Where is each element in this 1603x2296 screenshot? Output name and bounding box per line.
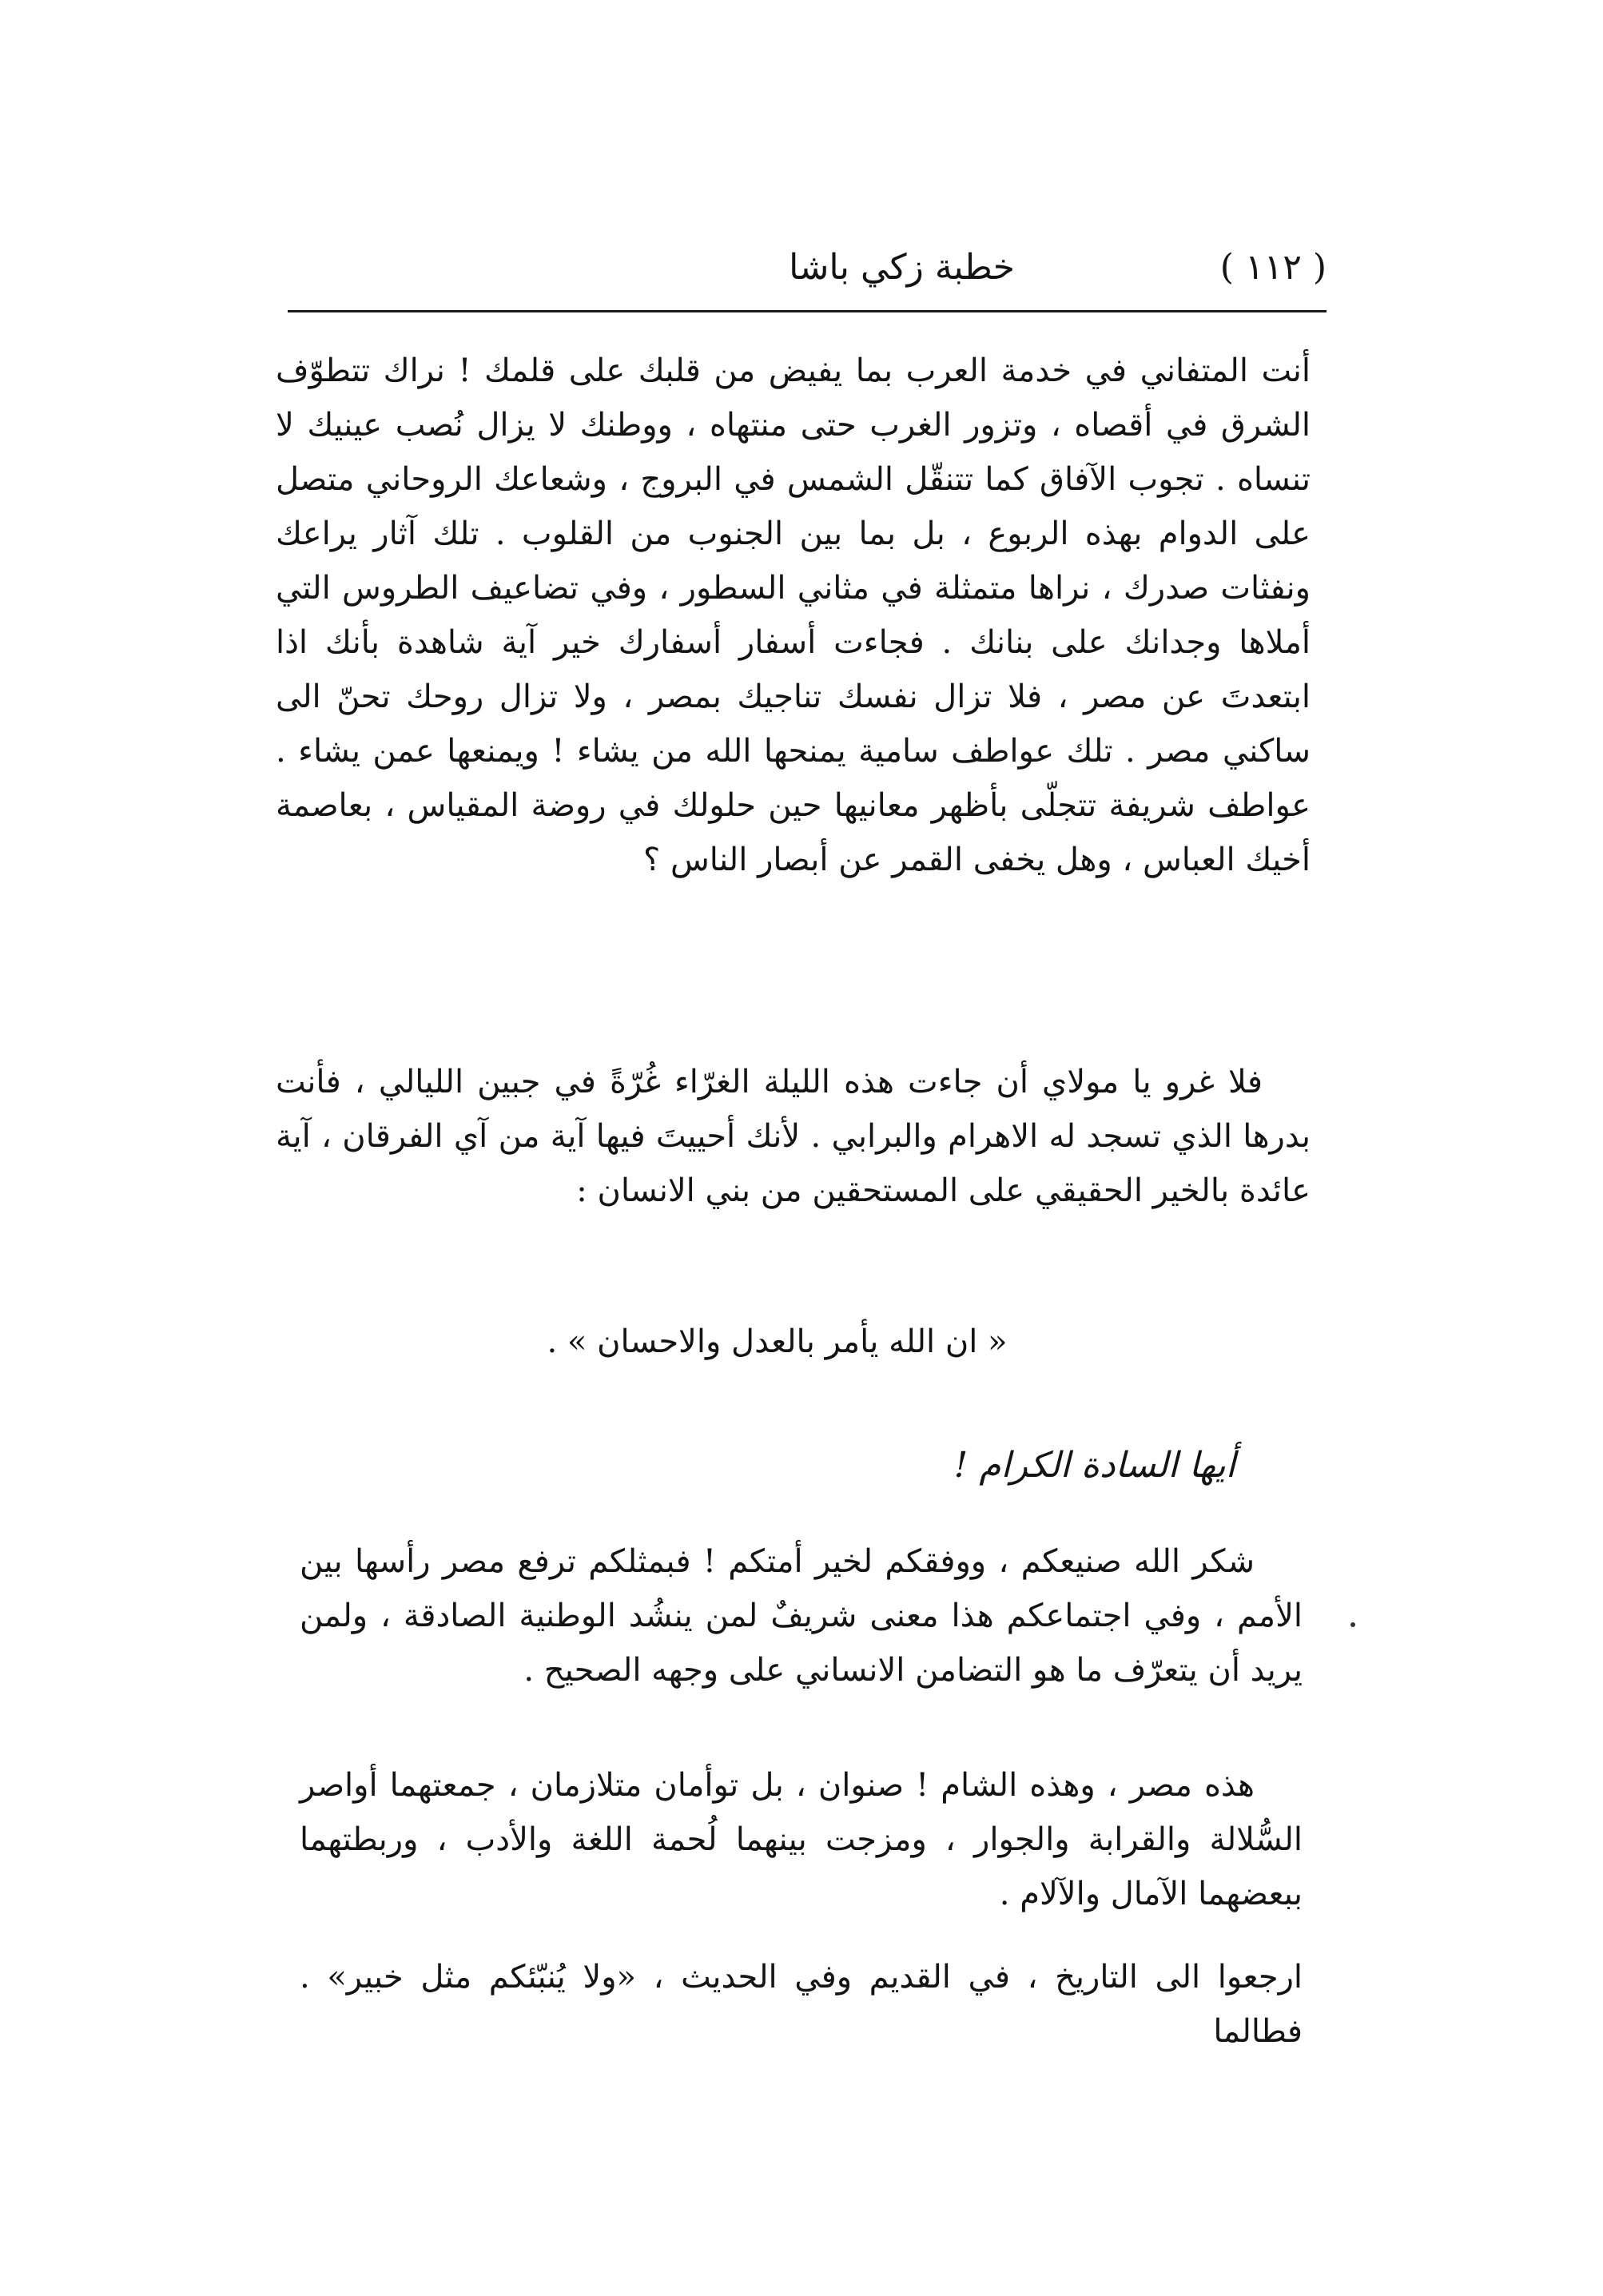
page-header	[288, 240, 1327, 296]
paragraph-1	[276, 344, 1311, 887]
paragraph-5	[300, 1950, 1303, 2059]
paragraph-3-text: شكر الله صنيعكم ، ووفقكم لخير أمتكم ! فبمثلكم ترفع مصر رأسها بين الأمم ، وفي اجتماعكم هذا معنى شريفٌ لمن ينشُد الوطنية الصادقة ، ولمن يريد أن يتعرّف ما هو التضامن الانساني على وجهه الصحيح .	[300, 1543, 1303, 1689]
paragraph-4	[300, 1758, 1303, 1921]
paragraph-5-text: ارجعوا الى التاريخ ، في القديم وفي الحديث ، «ولا يُنبّئكم مثل خبير» . فطالما	[300, 1959, 1303, 2050]
running-title: خطبة زكي باشا	[789, 247, 1015, 288]
margin-mark	[1350, 1622, 1355, 1627]
paragraph-1-text: أنت المتفاني في خدمة العرب بما يفيض من قلبك على قلمك ! نراك تتطوّف الشرق في أقصاه ، وتزور الغرب حتى منتهاه ، ووطنك لا يزال نُصب عينيك لا تنساه . تجوب الآفاق كما تتنقّل الشمس في البروج ، وشعاعك الروحاني متصل على الدوام بهذه الربوع ، بل بما بين الجنوب من القلوب . تلك آثار يراعك ونفثات صدرك ، نراها متمثلة في مثاني السطور ، وفي تضاعيف الطروس التي أملاها وجدانك على بنانك . فجاءت أسفار أسفارك خير آية شاهدة بأنك اذا ابتعدتَ عن مصر ، فلا تزال نفسك تناجيك بمصر ، ولا تزال روحك تحنّ الى ساكني مصر . تلك عواطف سامية يمنحها الله من يشاء ! ويمنعها عمن يشاء . عواطف شريفة تتجلّى بأظهر معانيها حين حلولك في روضة المقياس ، بعاصمة أخيك العباس ، وهل يخفى القمر عن أبصار الناس ؟	[276, 352, 1311, 878]
paragraph-3	[300, 1534, 1303, 1697]
paragraph-2	[276, 1055, 1311, 1218]
quran-quote: « ان الله يأمر بالعدل والاحسان » .	[547, 1323, 1008, 1360]
paragraph-2-text: فلا غرو يا مولاي أن جاءت هذه الليلة الغرّاء غُرّةً في جبين الليالي ، فأنت بدرها الذي تسجد له الاهرام والبرابي . لأنك أحييتَ فيها آية من آي الفرقان ، آية عائدة بالخير الحقيقي على المستحقين من بني الانسان :	[276, 1064, 1311, 1209]
salutation: أيها السادة الكرام !	[953, 1445, 1235, 1486]
page-number: ( ١١٢ )	[1219, 247, 1327, 288]
paragraph-4-text: هذه مصر ، وهذه الشام ! صنوان ، بل توأمان متلازمان ، جمعتهما أواصر السُّلالة والقرابة والجوار ، ومزجت بينهما لُحمة اللغة والأدب ، وربطتهما ببعضهما الآمال والآلام .	[300, 1767, 1303, 1912]
header-rule	[288, 310, 1327, 312]
